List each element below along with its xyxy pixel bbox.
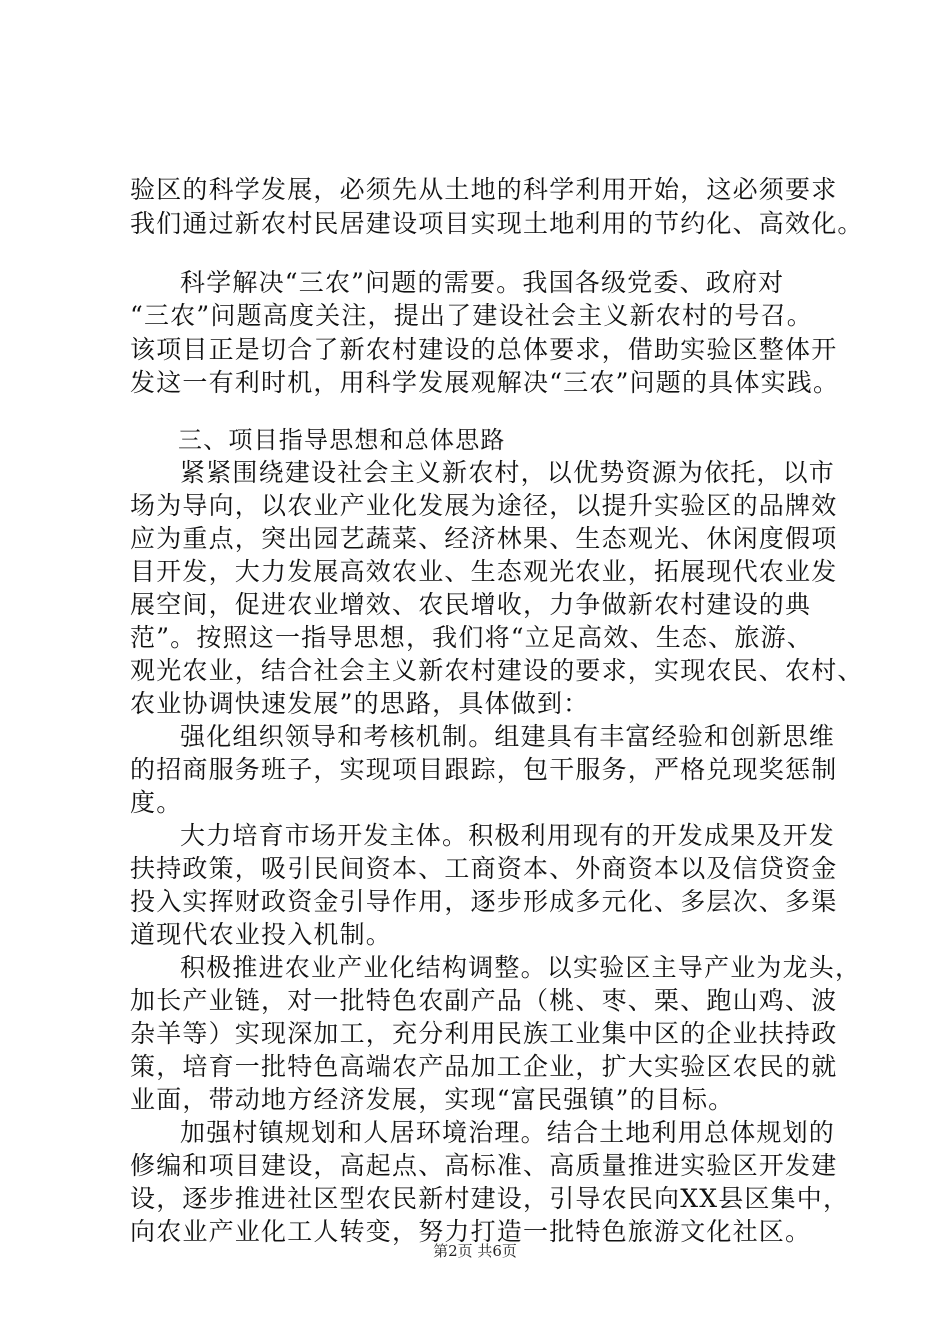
paragraph-start: 积极推进农业产业化结构调整。以实验区主导产业为龙头， (180, 953, 862, 982)
paragraph-start: 大力培育市场开发主体。积极利用现有的开发成果及开发 (180, 821, 836, 850)
text-line: 设，逐步推进社区型农民新村建设，引导农民向XX县区集中， (130, 1184, 850, 1213)
text-line: 向农业产业化工人转变，努力打造一批特色旅游文化社区。 (130, 1217, 812, 1246)
text-line: 该项目正是切合了新农村建设的总体要求，借助实验区整体开 (130, 335, 838, 364)
text-line: 观光农业，结合社会主义新农村建设的要求，实现农民、农村、 (130, 656, 864, 685)
text-line: “三农”问题高度关注，提出了建设社会主义新农村的号召。 (130, 301, 813, 330)
text-line: 度。 (130, 788, 183, 817)
text-line: 修编和项目建设，高起点、高标准、高质量推进实验区开发建 (130, 1151, 838, 1180)
text-line: 扶持政策，吸引民间资本、工商资本、外商资本以及信贷资金 (130, 854, 838, 883)
text-line: 验区的科学发展，必须先从土地的科学利用开始，这必须要求 (130, 175, 838, 204)
text-line: 范”。按照这一指导思想，我们将“立足高效、生态、旅游、 (130, 623, 813, 652)
text-line: 展空间，促进农业增效、农民增收，力争做新农村建设的典 (130, 590, 812, 619)
paragraph-start: 紧紧围绕建设社会主义新农村，以优势资源为依托，以市 (180, 458, 836, 487)
text-line: 发这一有利时机，用科学发展观解决“三农”问题的具体实践。 (130, 368, 840, 397)
paragraph-start: 加强村镇规划和人居环境治理。结合土地利用总体规划的 (180, 1118, 836, 1147)
text-line: 业面，带动地方经济发展，实现“富民强镇”的目标。 (130, 1085, 735, 1114)
text-line: 加长产业链，对一批特色农副产品（桃、枣、栗、跑山鸡、波 (130, 986, 838, 1015)
section-heading: 三、项目指导思想和总体思路 (178, 426, 506, 454)
page-number-footer: 第2页 共6页 (433, 1242, 517, 1260)
text-line: 投入实挥财政资金引导作用，逐步形成多元化、多层次、多渠 (130, 887, 838, 916)
text-line: 场为导向，以农业产业化发展为途径，以提升实验区的品牌效 (130, 491, 838, 520)
text-line: 我们通过新农村民居建设项目实现土地利用的节约化、高效化。 (130, 209, 864, 238)
paragraph-start: 强化组织领导和考核机制。组建具有丰富经验和创新思维 (180, 722, 836, 751)
text-line: 农业协调快速发展”的思路，具体做到： (130, 689, 590, 718)
text-line: 道现代农业投入机制。 (130, 920, 393, 949)
text-line: 应为重点，突出园艺蔬菜、经济林果、生态观光、休闲度假项 (130, 524, 838, 553)
paragraph-start: 科学解决“三农”问题的需要。我国各级党委、政府对 (180, 268, 785, 297)
text-line: 杂羊等）实现深加工，充分利用民族工业集中区的企业扶持政 (130, 1019, 838, 1048)
text-line: 的招商服务班子，实现项目跟踪，包干服务，严格兑现奖惩制 (130, 755, 838, 784)
text-line: 目开发，大力发展高效农业、生态观光农业，拓展现代农业发 (130, 557, 838, 586)
text-line: 策，培育一批特色高端农产品加工企业，扩大实验区农民的就 (130, 1052, 838, 1081)
